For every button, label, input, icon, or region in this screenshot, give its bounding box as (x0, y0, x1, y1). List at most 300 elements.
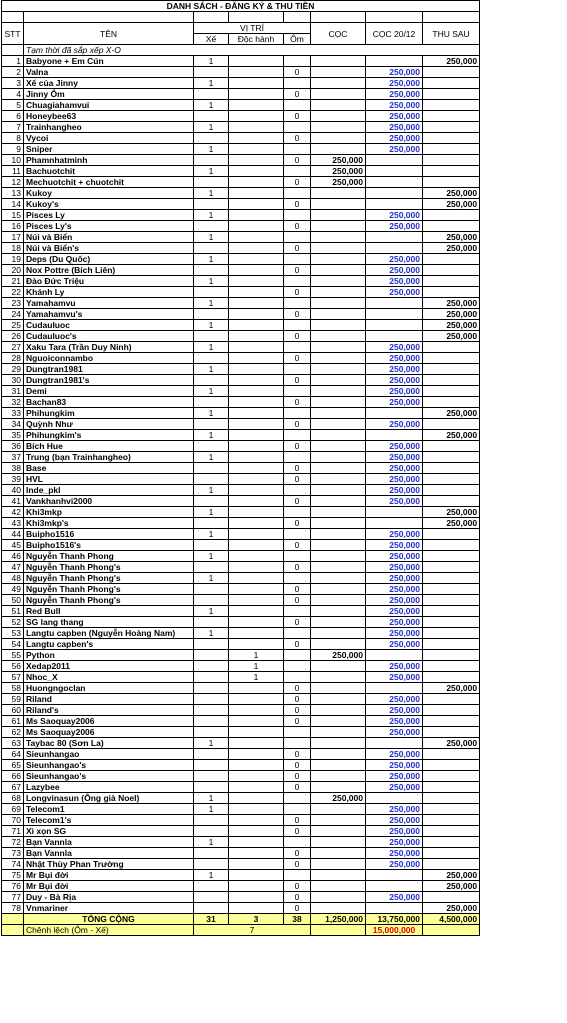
row-number-cell[interactable]: 43 (2, 518, 24, 529)
row-om-cell[interactable] (284, 386, 311, 397)
row-coc-2012-cell[interactable]: 250,000 (366, 254, 423, 265)
row-coc-cell[interactable] (311, 771, 366, 782)
row-number-cell[interactable]: 46 (2, 551, 24, 562)
row-thu-sau-cell[interactable] (423, 694, 480, 705)
row-om-cell[interactable] (284, 320, 311, 331)
row-xe-cell[interactable] (194, 518, 229, 529)
row-coc-2012-cell[interactable]: 250,000 (366, 584, 423, 595)
row-coc-2012-cell[interactable]: 250,000 (366, 782, 423, 793)
row-thu-sau-cell[interactable] (423, 210, 480, 221)
row-om-cell[interactable]: 0 (284, 771, 311, 782)
row-doc-hanh-cell[interactable] (229, 342, 284, 353)
row-coc-2012-cell[interactable] (366, 243, 423, 254)
row-number-cell[interactable]: 72 (2, 837, 24, 848)
row-coc-cell[interactable] (311, 243, 366, 254)
row-thu-sau-cell[interactable] (423, 485, 480, 496)
row-coc-2012-cell[interactable]: 250,000 (366, 705, 423, 716)
row-xe-cell[interactable] (194, 441, 229, 452)
row-number-cell[interactable]: 59 (2, 694, 24, 705)
row-om-cell[interactable] (284, 661, 311, 672)
row-thu-sau-cell[interactable]: 250,000 (423, 518, 480, 529)
row-thu-sau-cell[interactable] (423, 837, 480, 848)
row-name-cell[interactable]: Taybac 80 (Sơn La) (24, 738, 194, 749)
row-thu-sau-cell[interactable] (423, 705, 480, 716)
row-name-cell[interactable]: Vankhanhvi2000 (24, 496, 194, 507)
row-coc-cell[interactable] (311, 540, 366, 551)
row-thu-sau-cell[interactable] (423, 859, 480, 870)
row-xe-cell[interactable]: 1 (194, 342, 229, 353)
row-doc-hanh-cell[interactable] (229, 133, 284, 144)
row-number-cell[interactable]: 32 (2, 397, 24, 408)
header-om[interactable]: Ôm (284, 34, 311, 45)
row-coc-2012-cell[interactable]: 250,000 (366, 628, 423, 639)
row-coc-cell[interactable] (311, 672, 366, 683)
row-coc-2012-cell[interactable] (366, 56, 423, 67)
row-om-cell[interactable]: 0 (284, 496, 311, 507)
row-xe-cell[interactable] (194, 353, 229, 364)
row-coc-cell[interactable] (311, 276, 366, 287)
row-thu-sau-cell[interactable] (423, 364, 480, 375)
row-thu-sau-cell[interactable]: 250,000 (423, 56, 480, 67)
row-xe-cell[interactable]: 1 (194, 529, 229, 540)
row-doc-hanh-cell[interactable] (229, 375, 284, 386)
row-name-cell[interactable]: Ms Saoquay2006 (24, 716, 194, 727)
row-thu-sau-cell[interactable] (423, 727, 480, 738)
row-name-cell[interactable]: Valna (24, 67, 194, 78)
row-name-cell[interactable]: Xaku Tara (Trần Duy Ninh) (24, 342, 194, 353)
row-coc-2012-cell[interactable]: 250,000 (366, 716, 423, 727)
row-om-cell[interactable]: 0 (284, 463, 311, 474)
diff-blank-cell-3[interactable] (423, 925, 480, 936)
row-coc-2012-cell[interactable] (366, 331, 423, 342)
row-doc-hanh-cell[interactable] (229, 188, 284, 199)
row-om-cell[interactable]: 0 (284, 419, 311, 430)
row-om-cell[interactable]: 0 (284, 903, 311, 914)
row-name-cell[interactable]: Base (24, 463, 194, 474)
row-coc-cell[interactable] (311, 298, 366, 309)
row-xe-cell[interactable] (194, 694, 229, 705)
row-number-cell[interactable]: 42 (2, 507, 24, 518)
totals-coc[interactable]: 1,250,000 (311, 914, 366, 925)
row-doc-hanh-cell[interactable] (229, 430, 284, 441)
row-doc-hanh-cell[interactable] (229, 562, 284, 573)
row-xe-cell[interactable] (194, 705, 229, 716)
row-thu-sau-cell[interactable] (423, 386, 480, 397)
row-coc-cell[interactable] (311, 463, 366, 474)
row-coc-cell[interactable] (311, 606, 366, 617)
row-name-cell[interactable]: Mr Bụi đời (24, 881, 194, 892)
row-name-cell[interactable]: Núi và Biển (24, 232, 194, 243)
row-coc-2012-cell[interactable]: 250,000 (366, 441, 423, 452)
row-coc-cell[interactable] (311, 485, 366, 496)
row-xe-cell[interactable] (194, 771, 229, 782)
row-doc-hanh-cell[interactable] (229, 837, 284, 848)
row-doc-hanh-cell[interactable] (229, 287, 284, 298)
row-xe-cell[interactable]: 1 (194, 452, 229, 463)
row-coc-2012-cell[interactable]: 250,000 (366, 540, 423, 551)
row-om-cell[interactable]: 0 (284, 89, 311, 100)
row-thu-sau-cell[interactable] (423, 463, 480, 474)
row-thu-sau-cell[interactable] (423, 650, 480, 661)
row-thu-sau-cell[interactable] (423, 606, 480, 617)
row-name-cell[interactable]: Telecom1 (24, 804, 194, 815)
row-doc-hanh-cell[interactable] (229, 155, 284, 166)
row-thu-sau-cell[interactable] (423, 122, 480, 133)
row-coc-2012-cell[interactable] (366, 903, 423, 914)
row-doc-hanh-cell[interactable] (229, 485, 284, 496)
row-om-cell[interactable] (284, 122, 311, 133)
row-om-cell[interactable]: 0 (284, 265, 311, 276)
row-coc-cell[interactable] (311, 573, 366, 584)
row-name-cell[interactable]: Nhật Thùy Phan Trường (24, 859, 194, 870)
row-name-cell[interactable]: Bachuotchit (24, 166, 194, 177)
row-number-cell[interactable]: 20 (2, 265, 24, 276)
row-doc-hanh-cell[interactable] (229, 804, 284, 815)
row-number-cell[interactable]: 61 (2, 716, 24, 727)
row-xe-cell[interactable] (194, 650, 229, 661)
row-om-cell[interactable] (284, 298, 311, 309)
row-xe-cell[interactable] (194, 397, 229, 408)
row-number-cell[interactable]: 39 (2, 474, 24, 485)
row-number-cell[interactable]: 29 (2, 364, 24, 375)
row-number-cell[interactable]: 30 (2, 375, 24, 386)
row-om-cell[interactable] (284, 870, 311, 881)
row-om-cell[interactable]: 0 (284, 331, 311, 342)
row-thu-sau-cell[interactable] (423, 166, 480, 177)
row-thu-sau-cell[interactable] (423, 540, 480, 551)
diff-value[interactable]: 7 (194, 925, 311, 936)
row-coc-2012-cell[interactable] (366, 166, 423, 177)
row-name-cell[interactable]: Yamahamvu's (24, 309, 194, 320)
row-name-cell[interactable]: Jinny Ôm (24, 89, 194, 100)
row-coc-cell[interactable] (311, 826, 366, 837)
row-name-cell[interactable]: Cudauluoc's (24, 331, 194, 342)
row-name-cell[interactable]: Cudauluoc (24, 320, 194, 331)
row-xe-cell[interactable] (194, 903, 229, 914)
row-thu-sau-cell[interactable] (423, 584, 480, 595)
row-thu-sau-cell[interactable]: 250,000 (423, 870, 480, 881)
row-xe-cell[interactable] (194, 672, 229, 683)
row-om-cell[interactable]: 0 (284, 639, 311, 650)
row-coc-cell[interactable] (311, 386, 366, 397)
row-number-cell[interactable]: 37 (2, 452, 24, 463)
row-xe-cell[interactable]: 1 (194, 232, 229, 243)
row-number-cell[interactable]: 31 (2, 386, 24, 397)
row-number-cell[interactable]: 56 (2, 661, 24, 672)
row-thu-sau-cell[interactable] (423, 749, 480, 760)
row-thu-sau-cell[interactable] (423, 782, 480, 793)
row-thu-sau-cell[interactable]: 250,000 (423, 507, 480, 518)
row-om-cell[interactable]: 0 (284, 892, 311, 903)
row-name-cell[interactable]: Ms Saoquay2006 (24, 727, 194, 738)
row-number-cell[interactable]: 6 (2, 111, 24, 122)
row-doc-hanh-cell[interactable] (229, 793, 284, 804)
row-thu-sau-cell[interactable] (423, 617, 480, 628)
row-number-cell[interactable]: 41 (2, 496, 24, 507)
row-number-cell[interactable]: 68 (2, 793, 24, 804)
row-thu-sau-cell[interactable] (423, 793, 480, 804)
row-om-cell[interactable]: 0 (284, 375, 311, 386)
row-thu-sau-cell[interactable] (423, 848, 480, 859)
row-doc-hanh-cell[interactable] (229, 276, 284, 287)
row-name-cell[interactable]: Riland (24, 694, 194, 705)
row-coc-2012-cell[interactable]: 250,000 (366, 386, 423, 397)
row-xe-cell[interactable]: 1 (194, 551, 229, 562)
row-om-cell[interactable]: 0 (284, 749, 311, 760)
row-xe-cell[interactable] (194, 683, 229, 694)
row-coc-cell[interactable] (311, 320, 366, 331)
row-number-cell[interactable]: 44 (2, 529, 24, 540)
row-number-cell[interactable]: 22 (2, 287, 24, 298)
row-name-cell[interactable]: Nguyễn Thanh Phong's (24, 573, 194, 584)
row-xe-cell[interactable] (194, 496, 229, 507)
row-coc-2012-cell[interactable]: 250,000 (366, 562, 423, 573)
row-doc-hanh-cell[interactable] (229, 298, 284, 309)
row-doc-hanh-cell[interactable] (229, 309, 284, 320)
row-coc-2012-cell[interactable] (366, 870, 423, 881)
row-name-cell[interactable]: Sieunhangao's (24, 760, 194, 771)
row-om-cell[interactable] (284, 254, 311, 265)
row-coc-cell[interactable] (311, 254, 366, 265)
row-coc-cell[interactable] (311, 452, 366, 463)
row-thu-sau-cell[interactable] (423, 562, 480, 573)
row-om-cell[interactable]: 0 (284, 562, 311, 573)
row-om-cell[interactable] (284, 507, 311, 518)
row-coc-cell[interactable] (311, 595, 366, 606)
row-xe-cell[interactable]: 1 (194, 738, 229, 749)
row-coc-2012-cell[interactable]: 250,000 (366, 529, 423, 540)
row-number-cell[interactable]: 5 (2, 100, 24, 111)
row-thu-sau-cell[interactable] (423, 342, 480, 353)
row-coc-cell[interactable]: 250,000 (311, 793, 366, 804)
row-number-cell[interactable]: 71 (2, 826, 24, 837)
row-name-cell[interactable]: Nox Pottre (Bích Liên) (24, 265, 194, 276)
row-doc-hanh-cell[interactable] (229, 595, 284, 606)
row-om-cell[interactable] (284, 166, 311, 177)
row-xe-cell[interactable]: 1 (194, 804, 229, 815)
row-xe-cell[interactable] (194, 474, 229, 485)
row-xe-cell[interactable]: 1 (194, 485, 229, 496)
row-thu-sau-cell[interactable]: 250,000 (423, 309, 480, 320)
row-om-cell[interactable] (284, 628, 311, 639)
header-xe[interactable]: Xế (194, 34, 229, 45)
row-name-cell[interactable]: Trung (bạn Trainhangheo) (24, 452, 194, 463)
row-name-cell[interactable]: Sniper (24, 144, 194, 155)
row-name-cell[interactable]: Nguyễn Thanh Phong (24, 551, 194, 562)
row-thu-sau-cell[interactable] (423, 496, 480, 507)
row-number-cell[interactable]: 77 (2, 892, 24, 903)
row-coc-2012-cell[interactable]: 250,000 (366, 815, 423, 826)
sheet-title[interactable]: DANH SÁCH - ĐĂNG KÝ & THU TIỀN (2, 1, 480, 12)
row-thu-sau-cell[interactable] (423, 419, 480, 430)
row-om-cell[interactable] (284, 727, 311, 738)
diff-blank-cell-2[interactable] (311, 925, 366, 936)
row-xe-cell[interactable] (194, 463, 229, 474)
row-number-cell[interactable]: 58 (2, 683, 24, 694)
row-thu-sau-cell[interactable] (423, 452, 480, 463)
row-doc-hanh-cell[interactable] (229, 716, 284, 727)
row-number-cell[interactable]: 36 (2, 441, 24, 452)
row-om-cell[interactable] (284, 144, 311, 155)
row-number-cell[interactable]: 47 (2, 562, 24, 573)
row-om-cell[interactable]: 0 (284, 474, 311, 485)
row-coc-2012-cell[interactable] (366, 683, 423, 694)
row-doc-hanh-cell[interactable] (229, 331, 284, 342)
row-doc-hanh-cell[interactable] (229, 529, 284, 540)
totals-blank-cell[interactable] (2, 914, 24, 925)
row-coc-cell[interactable] (311, 232, 366, 243)
row-coc-cell[interactable] (311, 804, 366, 815)
row-coc-cell[interactable] (311, 661, 366, 672)
row-coc-2012-cell[interactable]: 250,000 (366, 144, 423, 155)
row-name-cell[interactable]: Lazybee (24, 782, 194, 793)
row-thu-sau-cell[interactable] (423, 826, 480, 837)
row-thu-sau-cell[interactable] (423, 892, 480, 903)
row-number-cell[interactable]: 51 (2, 606, 24, 617)
row-name-cell[interactable]: Kukoy (24, 188, 194, 199)
row-xe-cell[interactable] (194, 287, 229, 298)
row-doc-hanh-cell[interactable] (229, 397, 284, 408)
row-coc-cell[interactable] (311, 67, 366, 78)
row-om-cell[interactable] (284, 551, 311, 562)
row-thu-sau-cell[interactable]: 250,000 (423, 683, 480, 694)
row-name-cell[interactable]: Mr Bụi đời (24, 870, 194, 881)
row-xe-cell[interactable]: 1 (194, 188, 229, 199)
row-doc-hanh-cell[interactable] (229, 111, 284, 122)
row-om-cell[interactable]: 0 (284, 848, 311, 859)
row-xe-cell[interactable] (194, 155, 229, 166)
row-om-cell[interactable]: 0 (284, 760, 311, 771)
row-name-cell[interactable]: Red Bull (24, 606, 194, 617)
row-number-cell[interactable]: 25 (2, 320, 24, 331)
row-name-cell[interactable]: Nguoiconnambo (24, 353, 194, 364)
row-doc-hanh-cell[interactable] (229, 683, 284, 694)
row-coc-2012-cell[interactable] (366, 408, 423, 419)
diff-label[interactable]: Chênh lệch (Ôm - Xế) (24, 925, 194, 936)
row-om-cell[interactable]: 0 (284, 859, 311, 870)
row-name-cell[interactable]: HVL (24, 474, 194, 485)
row-coc-2012-cell[interactable]: 250,000 (366, 826, 423, 837)
row-om-cell[interactable] (284, 793, 311, 804)
row-coc-2012-cell[interactable]: 250,000 (366, 573, 423, 584)
row-om-cell[interactable] (284, 430, 311, 441)
row-name-cell[interactable]: Bạn Vannla (24, 848, 194, 859)
row-coc-cell[interactable] (311, 133, 366, 144)
row-xe-cell[interactable] (194, 617, 229, 628)
row-doc-hanh-cell[interactable] (229, 463, 284, 474)
row-xe-cell[interactable]: 1 (194, 122, 229, 133)
row-coc-2012-cell[interactable] (366, 650, 423, 661)
row-number-cell[interactable]: 1 (2, 56, 24, 67)
row-coc-2012-cell[interactable]: 250,000 (366, 672, 423, 683)
row-doc-hanh-cell[interactable] (229, 386, 284, 397)
row-om-cell[interactable] (284, 485, 311, 496)
row-xe-cell[interactable] (194, 892, 229, 903)
row-xe-cell[interactable] (194, 221, 229, 232)
row-doc-hanh-cell[interactable] (229, 573, 284, 584)
row-name-cell[interactable]: Xì xọn SG (24, 826, 194, 837)
row-number-cell[interactable]: 67 (2, 782, 24, 793)
row-coc-2012-cell[interactable]: 250,000 (366, 551, 423, 562)
row-coc-cell[interactable] (311, 111, 366, 122)
row-name-cell[interactable]: Langtu capben's (24, 639, 194, 650)
row-coc-cell[interactable] (311, 144, 366, 155)
row-name-cell[interactable]: SG lang thang (24, 617, 194, 628)
row-xe-cell[interactable] (194, 639, 229, 650)
row-xe-cell[interactable]: 1 (194, 507, 229, 518)
row-thu-sau-cell[interactable]: 250,000 (423, 738, 480, 749)
row-coc-2012-cell[interactable] (366, 309, 423, 320)
row-doc-hanh-cell[interactable] (229, 540, 284, 551)
row-coc-cell[interactable] (311, 892, 366, 903)
row-doc-hanh-cell[interactable] (229, 848, 284, 859)
row-coc-2012-cell[interactable]: 250,000 (366, 287, 423, 298)
row-xe-cell[interactable]: 1 (194, 793, 229, 804)
row-thu-sau-cell[interactable]: 250,000 (423, 298, 480, 309)
row-number-cell[interactable]: 26 (2, 331, 24, 342)
row-coc-2012-cell[interactable]: 250,000 (366, 265, 423, 276)
row-thu-sau-cell[interactable] (423, 144, 480, 155)
row-coc-2012-cell[interactable]: 250,000 (366, 210, 423, 221)
row-coc-2012-cell[interactable] (366, 320, 423, 331)
row-doc-hanh-cell[interactable] (229, 56, 284, 67)
row-doc-hanh-cell[interactable] (229, 617, 284, 628)
row-xe-cell[interactable]: 1 (194, 276, 229, 287)
totals-xe[interactable]: 31 (194, 914, 229, 925)
row-doc-hanh-cell[interactable] (229, 122, 284, 133)
row-coc-2012-cell[interactable] (366, 232, 423, 243)
row-thu-sau-cell[interactable] (423, 177, 480, 188)
row-coc-2012-cell[interactable]: 250,000 (366, 804, 423, 815)
row-number-cell[interactable]: 49 (2, 584, 24, 595)
row-om-cell[interactable]: 0 (284, 243, 311, 254)
row-coc-cell[interactable] (311, 639, 366, 650)
row-number-cell[interactable]: 8 (2, 133, 24, 144)
row-number-cell[interactable]: 50 (2, 595, 24, 606)
row-doc-hanh-cell[interactable] (229, 551, 284, 562)
row-xe-cell[interactable] (194, 265, 229, 276)
row-coc-2012-cell[interactable]: 250,000 (366, 419, 423, 430)
row-coc-cell[interactable] (311, 419, 366, 430)
row-doc-hanh-cell[interactable] (229, 826, 284, 837)
row-doc-hanh-cell[interactable] (229, 221, 284, 232)
row-thu-sau-cell[interactable] (423, 716, 480, 727)
row-thu-sau-cell[interactable] (423, 815, 480, 826)
row-xe-cell[interactable] (194, 584, 229, 595)
row-coc-cell[interactable] (311, 551, 366, 562)
row-number-cell[interactable]: 24 (2, 309, 24, 320)
row-xe-cell[interactable]: 1 (194, 386, 229, 397)
row-om-cell[interactable] (284, 276, 311, 287)
row-doc-hanh-cell[interactable] (229, 232, 284, 243)
row-xe-cell[interactable] (194, 331, 229, 342)
row-name-cell[interactable]: Sieunhangao (24, 749, 194, 760)
row-thu-sau-cell[interactable] (423, 441, 480, 452)
row-om-cell[interactable] (284, 672, 311, 683)
row-om-cell[interactable]: 0 (284, 353, 311, 364)
row-doc-hanh-cell[interactable] (229, 694, 284, 705)
row-number-cell[interactable]: 75 (2, 870, 24, 881)
row-doc-hanh-cell[interactable] (229, 881, 284, 892)
row-thu-sau-cell[interactable]: 250,000 (423, 243, 480, 254)
row-number-cell[interactable]: 57 (2, 672, 24, 683)
row-coc-cell[interactable] (311, 375, 366, 386)
row-coc-cell[interactable] (311, 89, 366, 100)
row-om-cell[interactable]: 0 (284, 177, 311, 188)
row-thu-sau-cell[interactable] (423, 397, 480, 408)
row-name-cell[interactable]: Python (24, 650, 194, 661)
row-number-cell[interactable]: 55 (2, 650, 24, 661)
